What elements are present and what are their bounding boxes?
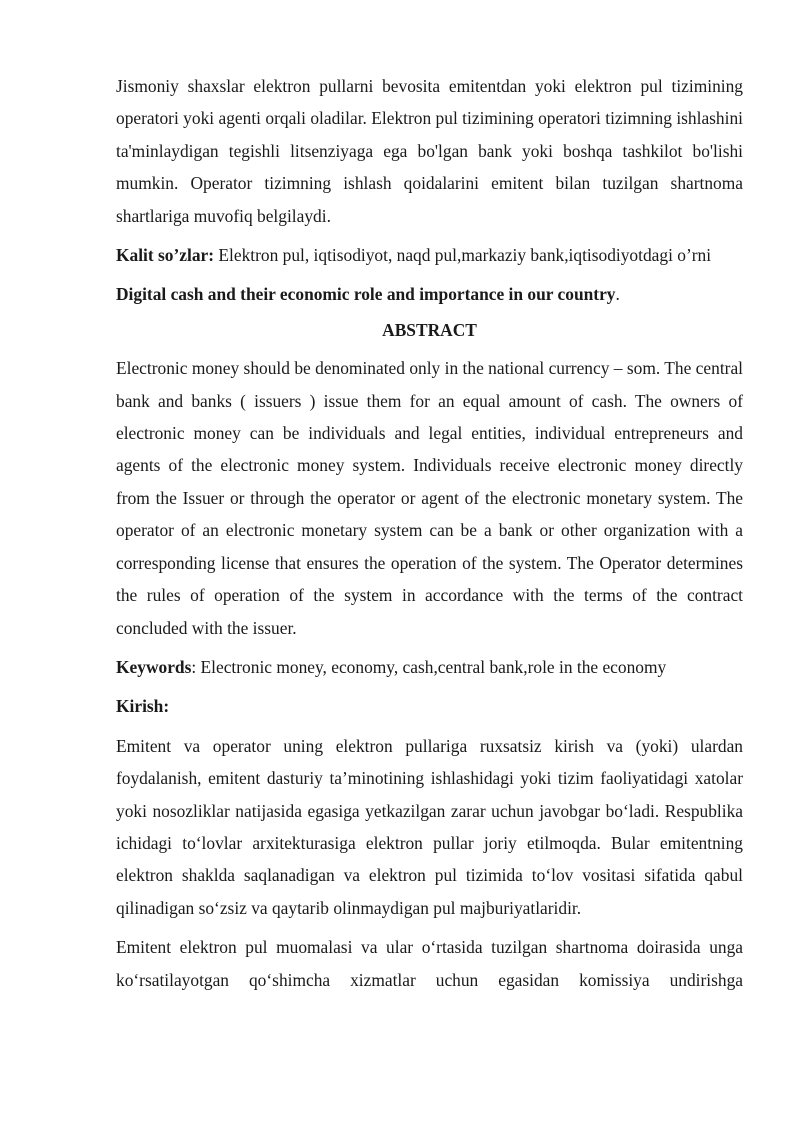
- intro-heading: Kirish:: [116, 696, 170, 717]
- abstract-text: Electronic money should be denominated only in the national currency – som. The central bank and banks ( issuers ) issue them for an equal amount of cash. The owners of electronic money can be individuals and legal entities, individual entrepreneurs and agents of the electronic money system. Individuals receive electronic money directly from the Issuer or through the operator or agent of the electronic monetary system. The operator of an electronic monetary system can be a bank or other organization with a corresponding license that ensures the operation of the system. The Operator determines the rules of operation of the system in accordance with the terms of the contract concluded with the issuer.: [116, 358, 743, 638]
- keywords-uz: [116, 239, 743, 271]
- keywords-en-label: Keywords: [116, 656, 192, 677]
- english-title: [116, 278, 743, 310]
- english-title-text: Digital cash and their economic role and importance in our country: [116, 284, 616, 305]
- keywords-en: [116, 651, 743, 683]
- document-page: [116, 70, 743, 1003]
- intro-paragraph-2: Emitent elektron pul muomalasi va ular o‘rtasida tuzilgan shartnoma doirasida unga ko‘rsatilayotgan qo‘shimcha xizmatlar uchun egasidan komissiya undirishga: [116, 937, 743, 990]
- keywords-uz-label: Kalit so’zlar:: [116, 245, 215, 266]
- abstract-heading: ABSTRACT: [382, 319, 477, 340]
- keywords-uz-text: Elektron pul, iqtisodiyot, naqd pul,markaziy bank,iqtisodiyotdagi o’rni: [214, 245, 712, 266]
- paragraph-intro-uz: Jismoniy shaxslar elektron pullarni bevosita emitentdan yoki elektron pul tizimining operatori yoki agenti orqali oladilar. Elektron pul tizimining operatori tizimning ishlashini ta'minlaydigan tegishli litsenziyaga ega bo'lgan bank yoki boshqa tashkilot bo'lishi mumkin. Operator tizimning ishlash qoidalarini emitent bilan tuzilgan shartnoma shartlariga muvofiq belgilaydi.: [116, 76, 743, 226]
- intro-paragraph-1: Emitent va operator uning elektron pullariga ruxsatsiz kirish va (yoki) ulardan foydalanish, emitent dasturiy ta’minotining ishlashidagi yoki tizim faoliyatidagi xatolar yoki nosozliklar natijasida egasiga yetkazilgan zarar uchun javobgar bo‘ladi. Respublika ichidagi to‘lovlar arxitekturasiga elektron pullar joriy etilmoqda. Bular emitentning elektron shaklda saqlanadigan va elektron pul tizimida to‘lov vositasi sifatida qabul qilinadigan so‘zsiz va qaytarib olinmaydigan pul majburiyatlaridir.: [116, 735, 743, 918]
- keywords-en-text: : Electronic money, economy, cash,central bank,role in the economy: [191, 656, 667, 677]
- english-title-period: .: [615, 284, 620, 305]
